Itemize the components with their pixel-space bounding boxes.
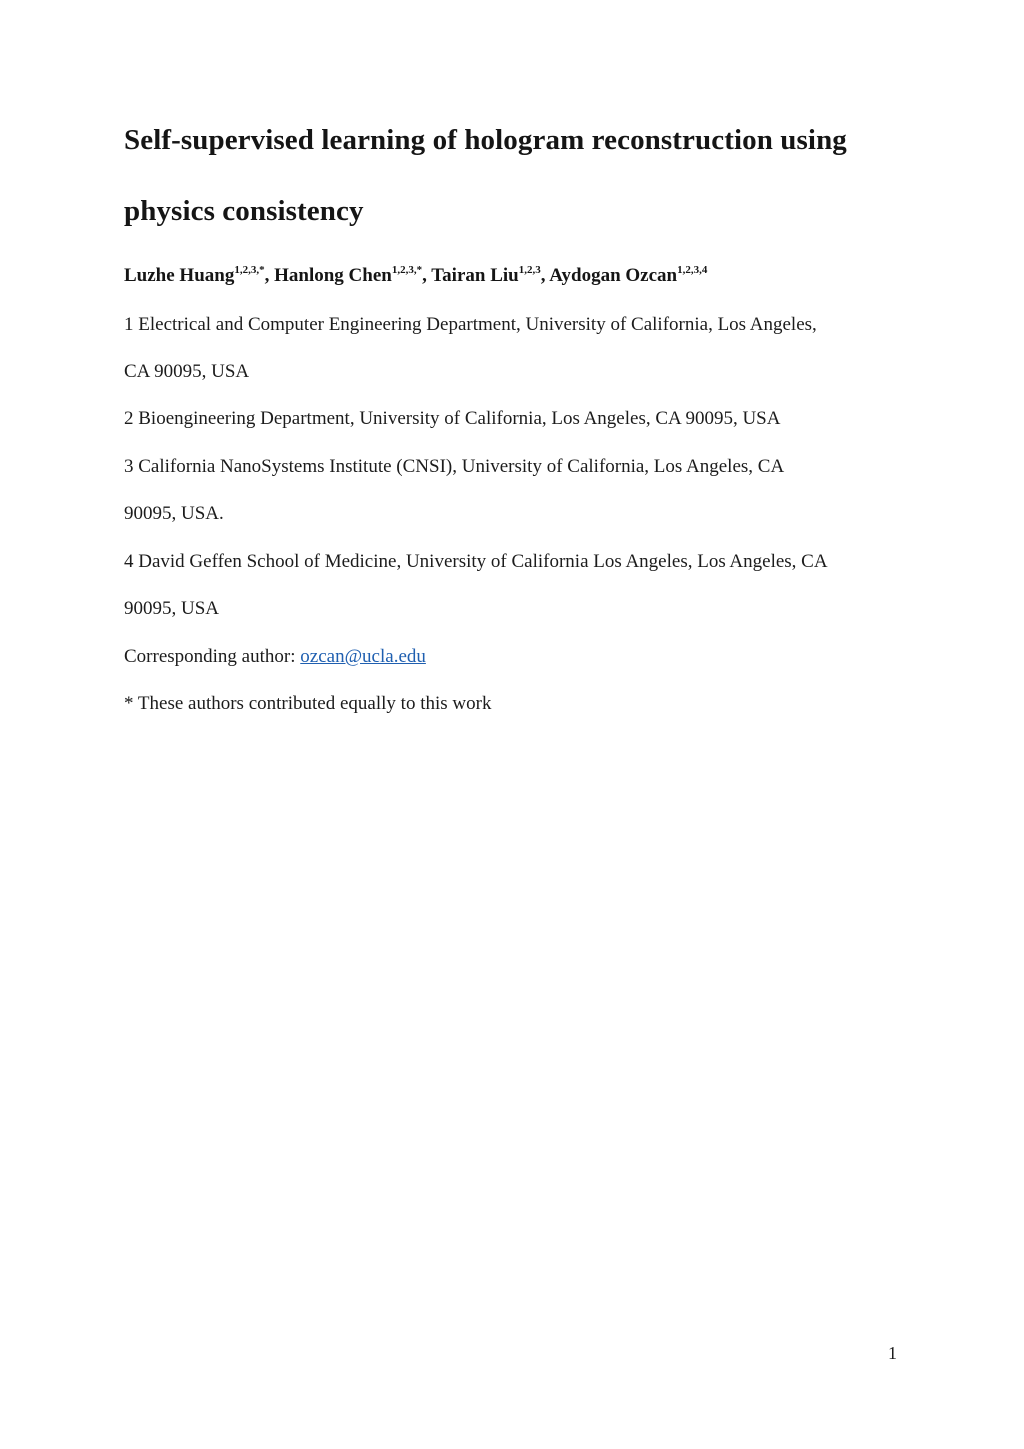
author-affiliation-marker: 1,2,3 — [518, 264, 541, 276]
author-list — [124, 265, 707, 287]
paper-title-line-2: physics consistency — [124, 195, 364, 227]
author-separator: , — [422, 265, 432, 286]
affiliation-1-line-1: 1 Electrical and Computer Engineering Department, University of California, Los Angeles, — [124, 314, 817, 335]
corresponding-author — [124, 646, 426, 668]
author-name: Aydogan Ozcan — [549, 265, 678, 286]
author-name: Tairan Liu — [431, 265, 519, 286]
author-affiliation-marker: 1,2,3,4 — [677, 264, 708, 276]
corresponding-author-label: Corresponding author: — [124, 646, 301, 667]
page-number: 1 — [888, 1343, 897, 1363]
author-affiliation-marker: 1,2,3,* — [234, 264, 265, 276]
affiliation-3-line-1: 3 California NanoSystems Institute (CNSI), University of California, Los Angeles, CA — [124, 456, 785, 477]
author-affiliation-marker: 1,2,3,* — [391, 264, 423, 276]
equal-contribution-note: * These authors contributed equally to this work — [124, 693, 492, 714]
affiliation-1-line-2: CA 90095, USA — [124, 361, 250, 382]
author-separator: , — [540, 265, 550, 286]
paper-title-line-1: Self-supervised learning of hologram reconstruction using — [124, 124, 847, 156]
author-name: Hanlong Chen — [274, 265, 392, 286]
corresponding-email-link[interactable]: ozcan@ucla.edu — [300, 646, 426, 667]
affiliation-4-line-2: 90095, USA — [124, 598, 220, 619]
affiliation-4-line-1: 4 David Geffen School of Medicine, University of California Los Angeles, Los Angeles, CA — [124, 551, 828, 572]
affiliation-2: 2 Bioengineering Department, University of California, Los Angeles, CA 90095, USA — [124, 408, 781, 429]
author-separator: , — [264, 265, 275, 286]
author-name: Luzhe Huang — [124, 265, 235, 286]
affiliation-3-line-2: 90095, USA. — [124, 503, 224, 524]
